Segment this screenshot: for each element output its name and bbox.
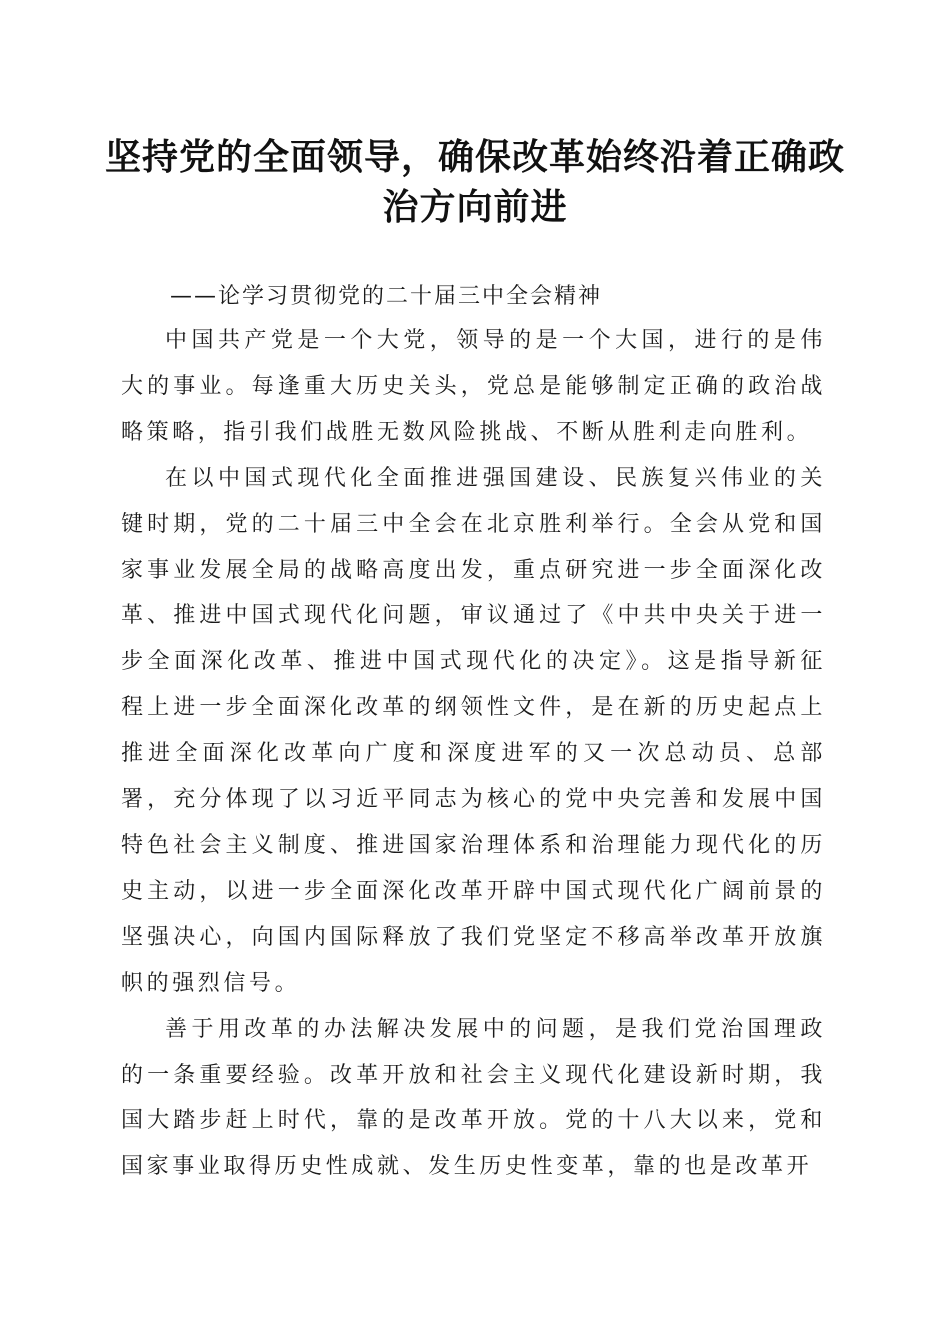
- document-title-line-1: 坚持党的全面领导，确保改革始终沿着正确政: [104, 136, 845, 178]
- body-paragraph-1: 中国共产党是一个大党，领导的是一个大国，进行的是伟大的事业。每逢重大历史关头，党总是能够制定正确的政治战略策略，指引我们战胜无数风险挑战、不断从胜利走向胜利。: [121, 328, 826, 445]
- document-subtitle: ——论学习贯彻党的二十届三中全会精神: [170, 284, 603, 309]
- body-paragraph-3: 善于用改革的办法解决发展中的问题，是我们党治国理政的一条重要经验。改革开放和社会主义现代化建设新时期，我国大踏步赶上时代，靠的是改革开放。党的十八大以来，党和国家事业取得历史性成就、发生历史性变革，靠的也是改革开: [121, 1016, 826, 1180]
- body-paragraph-2: 在以中国式现代化全面推进强国建设、民族复兴伟业的关键时期，党的二十届三中全会在北京胜利举行。全会从党和国家事业发展全局的战略高度出发，重点研究进一步全面深化改革、推进中国式现代化问题，审议通过了《中共中央关于进一步全面深化改革、推进中国式现代化的决定》。这是指导新征程上进一步全面深化改革的纲领性文件，是在新的历史起点上推进全面深化改革向广度和深度进军的又一次总动员、总部署，充分体现了以习近平同志为核心的党中央完善和发展中国特色社会主义制度、推进国家治理体系和治理能力现代化的历史主动，以进一步全面深化改革开辟中国式现代化广阔前景的坚强决心，向国内国际释放了我们党坚定不移高举改革开放旗帜的强烈信号。: [121, 465, 826, 996]
- document-title: [100, 132, 850, 232]
- document-title-line-2: 治方向前进: [382, 186, 568, 228]
- document-body: [121, 318, 826, 1190]
